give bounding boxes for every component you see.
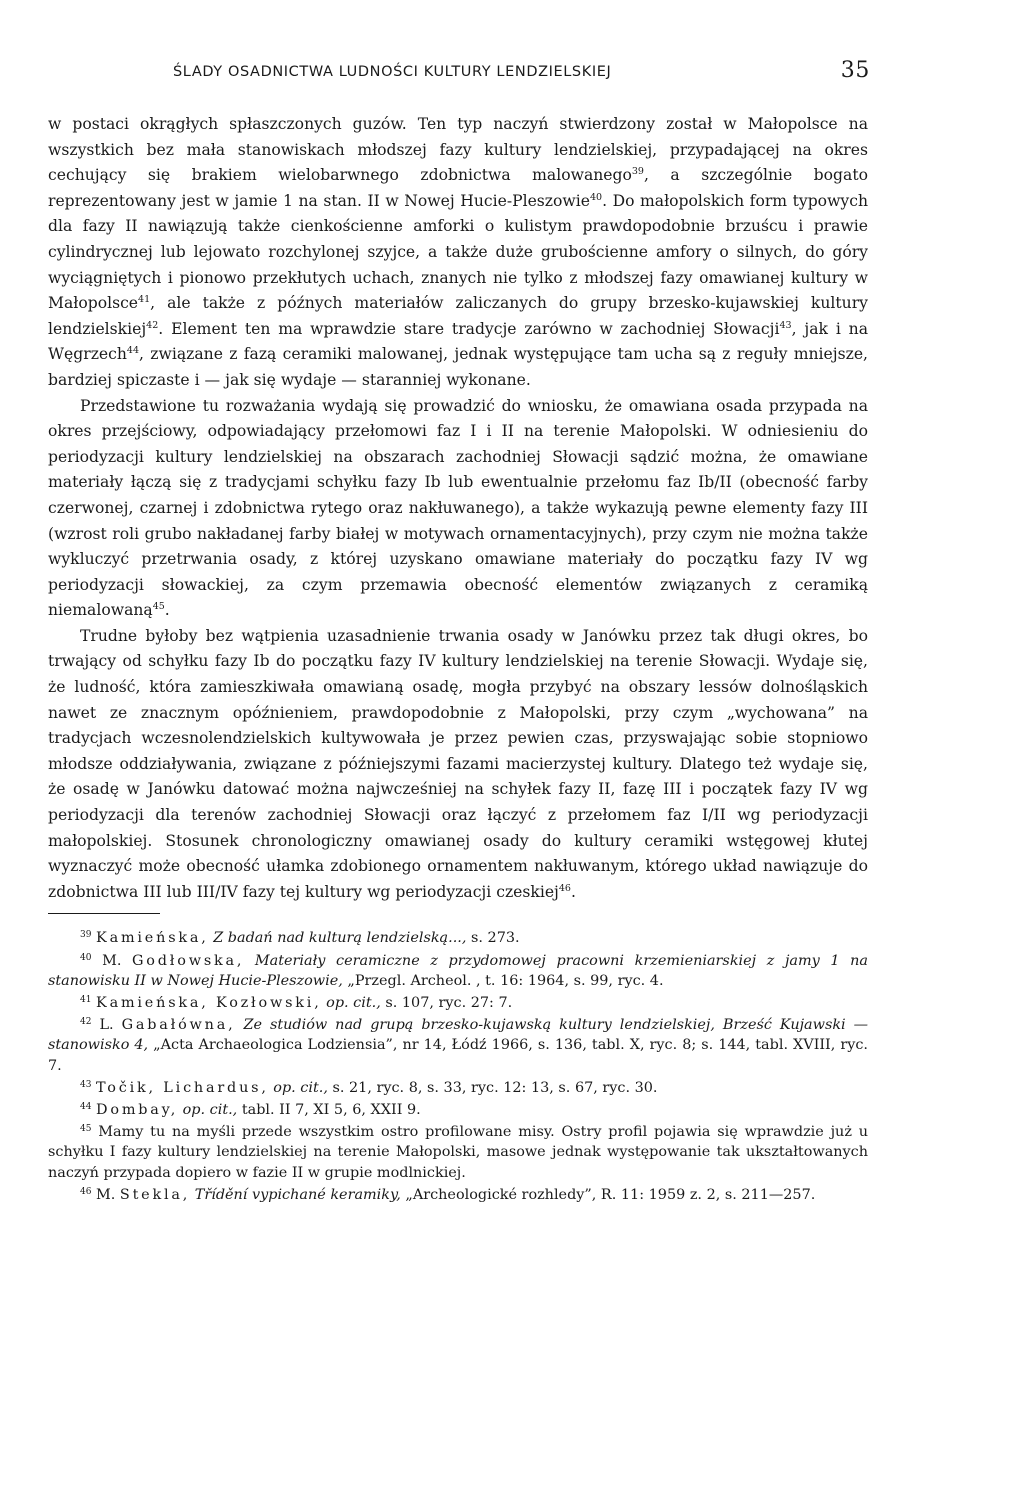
- footnote-title: Třídění vypichané keramiky,: [194, 1186, 401, 1203]
- footnote-author: Stekla,: [119, 1186, 191, 1203]
- footnote: [48, 951, 868, 991]
- footnote-number: 39: [80, 930, 92, 941]
- footnote-title: Z badań nad kulturą lendzielską...,: [213, 930, 467, 947]
- footnote-detail: s. 273.: [471, 930, 520, 947]
- footnote-initial: M.: [102, 952, 122, 969]
- text-segment: Trudne byłoby bez wątpienia uzasadnienie trwania osady w Janówku przez tak długi okres, bo trwający od schyłku fazy Ib do początku fazy IV kultury lendzielskiej na terenie Słowacji. Wydaje się, że ludność, która zamieszkiwała omawianą osadę, mogła przybyć na obszary lessów dolnośląskich nawet ze znacznym opóźnieniem, prawdopodobnie z Małopolski, przy czym „wychowana” na tradycjach wczesnolendzielskich kultywowała je przez pewien czas, przyswajając sobie stopniowo młodsze oddziaływania, związane z późniejszymi fazami macierzystej kultury. Dlatego też wydaje się, że osadę w Janówku datować można najwcześniej na schyłek fazy II, fazę III i początek fazy IV wg periodyzacji dla terenów zachodniej Słowacji oraz łączyć z przełomem faz I/II wg periodyzacji małopolskiej. Stosunek chronologiczny omawianej osady do kultury ceramiki wstęgowej kłutej wyznaczyć może obecność ułamka zdobionego ornamentem nakłuwanym, którego układ nawiązuje do zdobnictwa III lub III/IV fazy tej kultury wg periodyzacji czeskiej: [48, 626, 868, 901]
- footnotes: [48, 928, 868, 1205]
- paragraph: [48, 112, 868, 394]
- footnote-number: 44: [80, 1102, 92, 1113]
- text-segment: , jak i na Węgrzech: [48, 319, 868, 364]
- footnote-reference: 46: [558, 882, 571, 894]
- main-text: [48, 112, 868, 905]
- footnote-text: Mamy tu na myśli przede wszystkim ostro profilowane misy. Ostry profil pojawia się wprawdzie już u schyłku I fazy kultury lendzielskiej na terenie Małopolski, masowe jednak występowanie tak ukształtowanych naczyń przypada dopiero w fazie II w grupie modlnickiej.: [48, 1124, 868, 1181]
- book-page: [48, 58, 868, 1207]
- footnote-detail: „Archeologické rozhledy”, R. 11: 1959 z. 2, s. 211—257.: [405, 1186, 816, 1203]
- footnote-title: Ze studiów nad grupą brzesko-kujawską kultury lendzielskiej, Brześć Kujawski — stanowisko 4,: [48, 1017, 869, 1054]
- text-segment: . Do małopolskich form typowych dla fazy II nawiązują także cienkościenne amforki o kulistym prawdopodobnie brzuścu i prawie cylindrycznej lub lejowato rozchylonej szyjce, a także duże grubościenne amfory o silnych, do góry wyciągniętych i pionowo przekłutych uchach, znanych nie tylko z młodszej fazy omawianej kultury w Małopolsce: [48, 191, 869, 313]
- footnote-title: Materiały ceramiczne z przydomowej pracowni krzemieniarskiej z jamy 1 na stanowisku II w Nowej Hucie-Pleszowie,: [48, 952, 868, 989]
- footnote-reference: 43: [779, 319, 792, 331]
- footnote-author: Kamieńska,: [96, 930, 209, 947]
- footnote: [48, 928, 868, 948]
- footnote-number: 40: [80, 952, 92, 963]
- footnote-author: Godłowska,: [132, 952, 245, 969]
- footnote-reference: 42: [146, 319, 159, 331]
- running-head: [48, 58, 868, 92]
- footnote-reference: 40: [589, 191, 603, 203]
- footnote: [48, 993, 868, 1013]
- footnote-initial: L.: [99, 1017, 114, 1034]
- text-segment: , związane z fazą ceramiki malowanej, jednak występujące tam ucha są z reguły mniejsze, bardziej spiczaste i — jak się wydaje — staranniej wykonane.: [48, 345, 868, 389]
- footnote: [48, 1078, 868, 1098]
- text-segment: , a szczególnie bogato reprezentowany jest w jamie 1 na stan. II w Nowej Hucie-Pleszowie: [48, 166, 868, 210]
- footnote: [48, 1100, 868, 1120]
- text-segment: Przedstawione tu rozważania wydają się prowadzić do wniosku, że omawiana osada przypada na okres przejściowy, odpowiadający przełomowi faz I i II na terenie Małopolski. W odniesieniu do periodyzacji kultury lendzielskiej na obszarach zachodniej Słowacji sądzić można, że omawiane materiały łączą się z tradycjami schyłku fazy Ib lub ewentualnie przełomu faz Ib/II (obecność farby czerwonej, czarnej i zdobnictwa rytego oraz nakłuwanego), a także wykazują pewne elementy fazy III (wzrost roli grubo nakładanej farby białej w motywach ornamentacyjnych), przy czym nie można także wykluczyć przetrwania osady, z której uzyskano omawiane materiały do początku fazy IV wg periodyzacji słowackiej, za czym przemawia obecność elementów związanych z ceramiką niemalowaną: [48, 396, 868, 620]
- footnote-citation: op. cit.,: [273, 1079, 328, 1096]
- running-title: ŚLADY OSADNICTWA LUDNOŚCI KULTURY LENDZIELSKIEJ: [173, 64, 612, 80]
- text-segment: w postaci okrągłych spłaszczonych guzów. Ten typ naczyń stwierdzony został w Małopolsce na wszystkich bez mała stanowiskach młodszej fazy kultury lendzielskiej, przypadającej na okres cechujący się brakiem wielobarwnego zdobnictwa malowanego: [48, 115, 868, 185]
- footnote-detail: s. 107, ryc. 27: 7.: [385, 995, 513, 1012]
- footnote-reference: 45: [152, 601, 165, 613]
- footnote-detail: s. 21, ryc. 8, s. 33, ryc. 12: 13, s. 67, ryc. 30.: [332, 1079, 658, 1096]
- footnote: [48, 1122, 868, 1183]
- footnote-initial: M.: [96, 1186, 116, 1203]
- footnote-author: Točik, Lichardus,: [96, 1079, 269, 1096]
- text-segment: , ale także z późnych materiałów zaliczanych do grupy brzesko-kujawskiej kultury lendzielskiej: [48, 294, 868, 338]
- footnote-reference: 39: [631, 166, 644, 178]
- footnote-detail: „Przegl. Archeol. , t. 16: 1964, s. 99, ryc. 4.: [347, 972, 664, 989]
- footnote-number: 42: [80, 1017, 92, 1028]
- footnote-reference: 41: [138, 294, 151, 306]
- footnote-number: 46: [80, 1186, 92, 1197]
- footnote-detail: tabl. II 7, XI 5, 6, XXII 9.: [241, 1102, 421, 1119]
- footnote-citation: op. cit.,: [182, 1102, 238, 1119]
- footnote-author: Dombay,: [96, 1102, 179, 1119]
- text-segment: .: [570, 882, 576, 901]
- footnote-detail: „Acta Archaeologica Lodziensia”, nr 14, Łódź 1966, s. 136, tabl. X, ryc. 8; s. 144, tabl. XVIII, ryc. 7.: [48, 1037, 868, 1074]
- footnote-reference: 44: [126, 345, 140, 357]
- footnote-author: Gabałówna,: [121, 1017, 236, 1034]
- text-segment: .: [164, 601, 170, 620]
- footnote: [48, 1185, 868, 1205]
- footnote-author: Kamieńska, Kozłowski,: [96, 995, 322, 1012]
- text-segment: . Element ten ma wprawdzie stare tradycje zarówno w zachodniej Słowacji: [158, 319, 780, 338]
- footnote-divider: [48, 913, 160, 914]
- footnote-citation: op. cit.,: [326, 995, 381, 1012]
- footnote-number: 41: [80, 995, 92, 1006]
- paragraph: [48, 624, 868, 906]
- page-number: 35: [840, 58, 870, 83]
- footnote-number: 45: [80, 1124, 92, 1135]
- footnote: [48, 1015, 868, 1076]
- footnote-number: 43: [80, 1079, 92, 1090]
- paragraph: [48, 394, 868, 624]
